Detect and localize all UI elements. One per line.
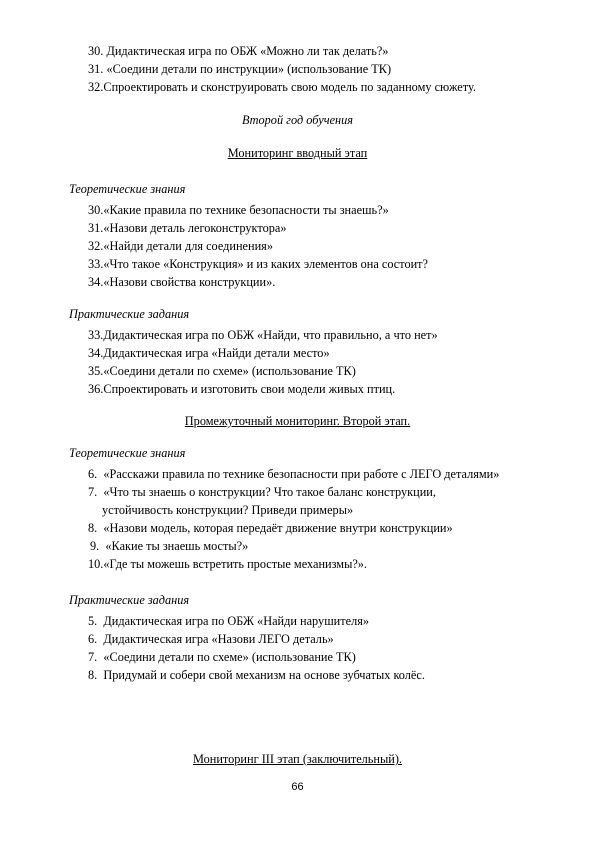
item-number: 30.	[88, 203, 104, 217]
item-text: Дидактическая игра по ОБЖ «Найди, что правильно, а что нет»	[103, 328, 438, 342]
item-text: Спроектировать и изготовить свои модели живых птиц.	[103, 382, 396, 396]
item-number: 30.	[88, 44, 107, 58]
item-text: «Соедини детали по инструкции» (использование ТК)	[106, 62, 392, 76]
item-number: 32.	[88, 239, 104, 253]
item-text: «Какие ты знаешь мосты?»	[105, 539, 249, 553]
item-text: «Назови свойства конструкции».	[103, 275, 276, 289]
list-item	[88, 346, 330, 361]
item-text: «Что такое «Конструкция» и из каких элементов она состоит?	[103, 257, 429, 271]
item-text: «Назови модель, которая передаёт движение внутри конструкции»	[103, 521, 453, 535]
list-item	[88, 62, 391, 77]
monitoring-intro-title: Мониторинг вводный этап	[227, 146, 368, 160]
item-text: Дидактическая игра по ОБЖ «Можно ли так делать?»	[106, 44, 389, 58]
list-item-continuation	[102, 503, 353, 518]
item-number: 8.	[88, 668, 104, 682]
item-text: Спроектировать и сконструировать свою модель по заданному сюжету.	[103, 80, 476, 94]
list-item	[88, 257, 428, 272]
list-item	[88, 614, 369, 629]
item-number: 31.	[88, 62, 107, 76]
item-text: «Расскажи правила по технике безопасности при работе с ЛЕГО деталями»	[103, 467, 500, 481]
item-number: 7.	[88, 485, 104, 499]
item-number: 9.	[90, 539, 106, 553]
list-item	[88, 328, 438, 343]
list-item	[88, 203, 389, 218]
list-item	[88, 650, 356, 665]
theory-heading: Теоретические знания	[69, 182, 186, 196]
list-item	[88, 557, 367, 572]
item-number: 32.	[88, 80, 104, 94]
item-text: Дидактическая игра «Назови ЛЕГО деталь»	[103, 632, 334, 646]
item-number: 31.	[88, 221, 104, 235]
monitoring-mid-title: Промежуточный мониторинг. Второй этап.	[184, 414, 411, 428]
item-text: «Найди детали для соединения»	[103, 239, 273, 253]
list-item	[88, 668, 425, 683]
item-number: 6.	[88, 467, 104, 481]
list-item	[88, 80, 476, 95]
item-text: «Назови деталь легоконструктора»	[103, 221, 287, 235]
item-number: 5.	[88, 614, 104, 628]
item-text: «Где ты можешь встретить простые механизмы?».	[103, 557, 368, 571]
item-text: «Соедини детали по схеме» (использование ТК)	[103, 364, 356, 378]
item-number: 10.	[88, 557, 104, 571]
list-item	[88, 467, 499, 482]
page-number: 66	[291, 781, 304, 793]
list-item	[88, 239, 273, 254]
item-number: 36.	[88, 382, 104, 396]
item-text: «Какие правила по технике безопасности ты знаешь?»	[103, 203, 389, 217]
item-number: 8.	[88, 521, 104, 535]
item-number: 34.	[88, 346, 104, 360]
item-text: «Что ты знаешь о конструкции? Что такое баланс конструкции,	[103, 485, 436, 499]
item-number: 33.	[88, 257, 104, 271]
item-number: 34.	[88, 275, 104, 289]
list-item	[88, 221, 286, 236]
item-text: Дидактическая игра «Найди детали место»	[103, 346, 330, 360]
list-item	[90, 539, 248, 554]
practice-heading: Практические задания	[69, 307, 190, 321]
item-number: 6.	[88, 632, 104, 646]
item-number: 35.	[88, 364, 104, 378]
monitoring-final-title: Мониторинг III этап (заключительный).	[192, 752, 402, 766]
item-text: устойчивость конструкции? Приведи примеры»	[102, 503, 354, 517]
item-text: Придумай и собери свой механизм на основе зубчатых колёс.	[103, 668, 425, 682]
list-item	[88, 632, 334, 647]
practice-heading: Практические задания	[69, 593, 190, 607]
item-number: 7.	[88, 650, 104, 664]
theory-heading: Теоретические знания	[69, 446, 186, 460]
list-item	[88, 485, 436, 500]
list-item	[88, 275, 275, 290]
year-title: Второй год обучения	[241, 113, 354, 127]
list-item	[88, 364, 356, 379]
list-item	[88, 382, 395, 397]
item-text: Дидактическая игра по ОБЖ «Найди нарушителя»	[103, 614, 370, 628]
list-item	[88, 44, 388, 59]
item-text: «Соедини детали по схеме» (использование ТК)	[103, 650, 356, 664]
list-item	[88, 521, 453, 536]
item-number: 33.	[88, 328, 104, 342]
